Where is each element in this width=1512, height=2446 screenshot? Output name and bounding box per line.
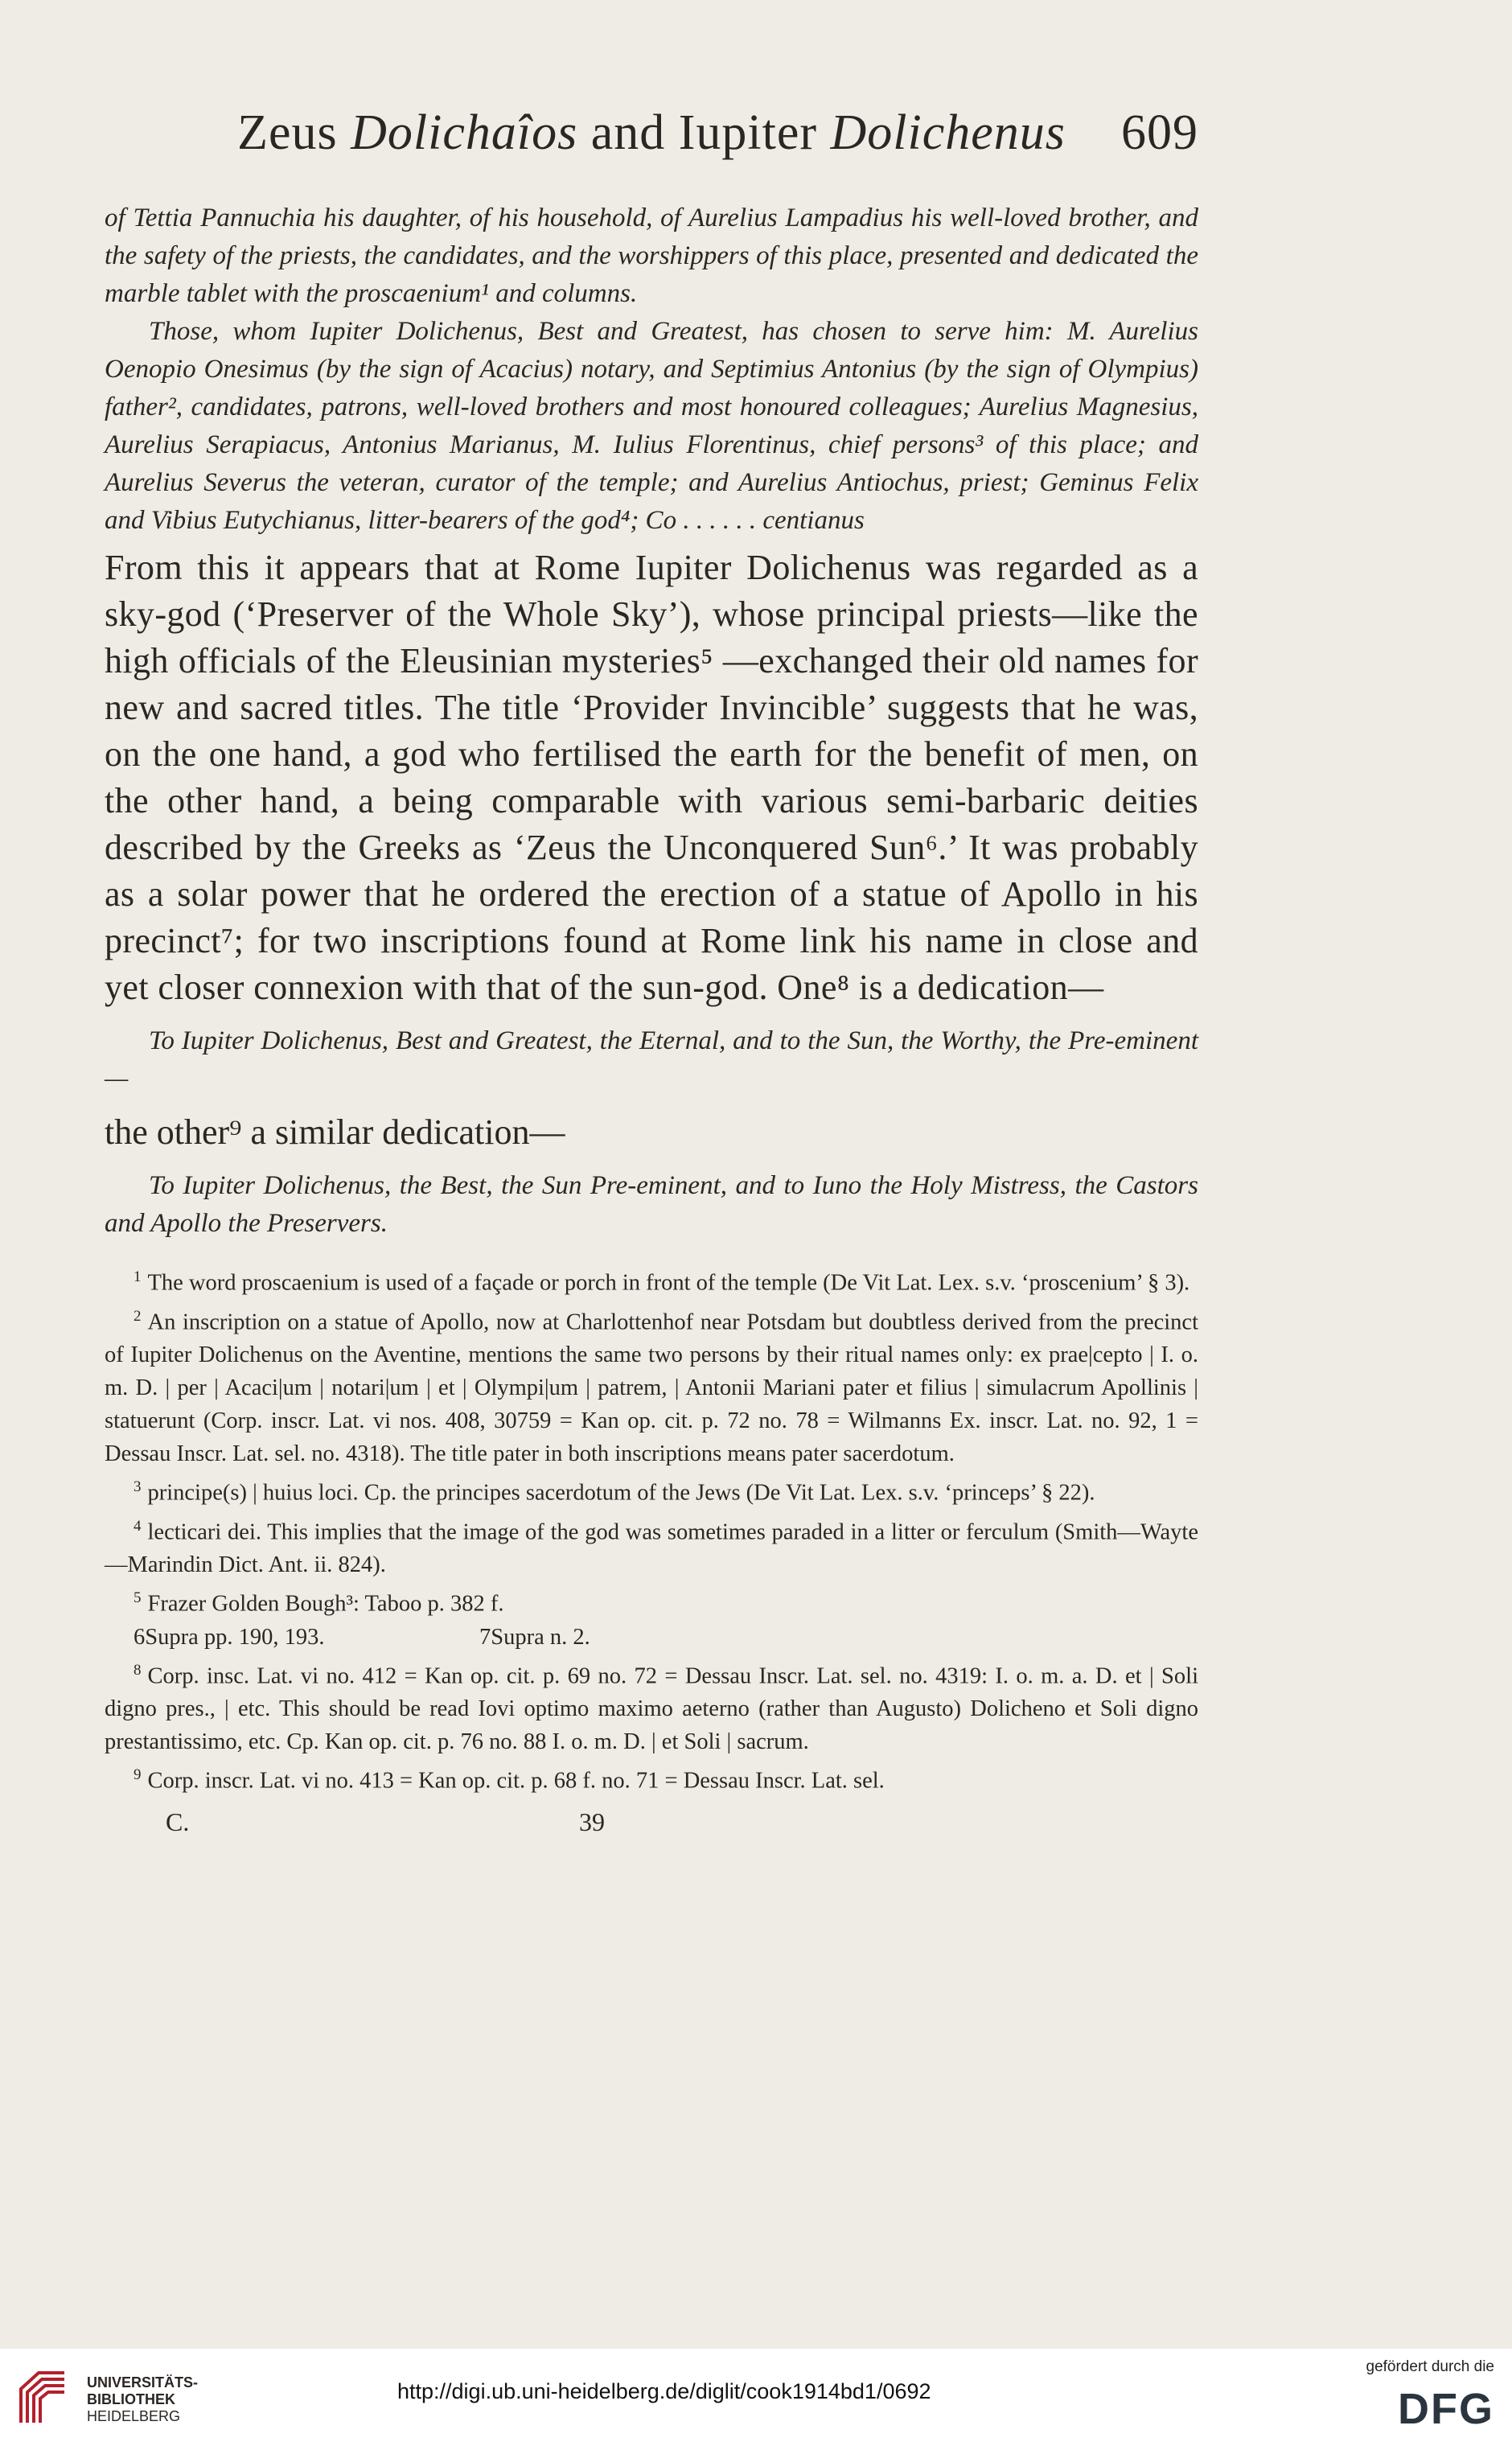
dedication-quote-1: To Iupiter Dolichenus, Best and Greatest, the Eternal, and to the Sun, the Worthy, the Pre-eminent—: [105, 1026, 1198, 1093]
signature-mark: C.: [166, 1807, 190, 1836]
inscription-translation: [105, 199, 1198, 540]
footnote-8: $^8$ Corp. insc. Lat. vi no. 412 = Kan op. cit. p. 69 no. 72 = Dessau Inscr. Lat. sel. no. 4319: I. o. m. a. D. et | Soli digno pres., | etc. This should be read Iovi optimo maximo aeterno (rather than Augusto) Dolicheno et Soli digno prestantissimo, etc. Cp. Kan op. cit. p. 76 no. 88 I. o. m. D. | et Soli | sacrum.: [105, 1661, 1198, 1754]
footnote-2: $^2$ An inscription on a statue of Apollo, now at Charlottenhof near Potsdam but doubtless derived from the precinct of Iupiter Dolichenus on the Aventine, mentions the same two persons by their ritual names only: ex prae|cepto | I. o. m. D. | per | Acaci|um | notari|um | et | Olympi|um | patrem, | Antonii Mariani pater et filius | simulacrum Apollinis | statuerunt (Corp. inscr. Lat. vi nos. 408, 30759 = Kan op. cit. p. 72 no. 78 = Wilmanns Ex. inscr. Lat. no. 92, 1 = Dessau Inscr. Lat. sel. no. 4318). The title pater in both inscriptions means pater sacerdotum.: [105, 1307, 1198, 1466]
footnote-9: $^9$ Corp. inscr. Lat. vi no. 413 = Kan op. cit. p. 68 f. no. 71 = Dessau Inscr. Lat. sel.: [134, 1766, 885, 1794]
footnote-7: 7Supra n. 2.: [479, 1624, 590, 1650]
inscription-paragraph-1: of Tettia Pannuchia his daughter, of his household, of Aurelius Lampadius his well-loved brother, and the safety of the priests, the candidates, and the worshippers of this place, presented and dedicated the marble tablet with the proscaenium¹ and columns.: [105, 203, 1198, 308]
signature-number: 39: [579, 1807, 605, 1836]
funded-by-label: gefördert durch die: [1366, 2358, 1494, 2375]
page-content: [105, 105, 1198, 1848]
footnote-3: $^3$ principe(s) | huius loci. Cp. the principes sacerdotum of the Jews (De Vit Lat. Lex. s.v. ‘princeps’ § 22).: [134, 1478, 1095, 1506]
footnote-5: $^5$ Frazer Golden Bough³: Taboo p. 382 f.: [134, 1589, 504, 1617]
page-number: 609: [1121, 105, 1198, 160]
page-title: Zeus Dolichaîos and Iupiter Dolichenus: [237, 105, 1066, 160]
footnote-1: $^1$ The word proscaenium is used of a façade or porch in front of the temple (De Vit Lat. Lex. s.v. ‘proscenium’ § 3).: [134, 1268, 1190, 1296]
footnotes-6-7: [105, 1621, 1198, 1654]
running-head: [105, 105, 1198, 185]
viewer-footer: [0, 2349, 1512, 2446]
library-name: UNIVERSITÄTS- BIBLIOTHEK HEIDELBERG: [87, 2374, 199, 2424]
permalink-url[interactable]: http://digi.ub.uni-heidelberg.de/diglit/cook1914bd1/0692: [397, 2379, 931, 2403]
inscription-paragraph-2: Those, whom Iupiter Dolichenus, Best and Greatest, has chosen to serve him: M. Aurelius Oenopio Onesimus (by the sign of Acacius) notary, and Septimius Antonius (by the sign of Olympius) father², candidates, patrons, well-loved brothers and most honoured colleagues; Aurelius Magnesius, Aurelius Serapiacus, Antonius Marianus, M. Iulius Florentinus, chief persons³ of this place; and Aurelius Severus the veteran, curator of the temple; and Aurelius Antiochus, priest; Geminus Felix and Vibius Eutychianus, litter-bearers of the god⁴; Co . . . . . . centianus: [105, 317, 1198, 535]
signature-line: [105, 1807, 1198, 1848]
body-line-the-other: the other⁹ a similar dedication—: [105, 1112, 565, 1152]
footnote-4: $^4$ lecticari dei. This implies that the image of the god was sometimes paraded in a litter or ferculum (Smith—Wayte—Marindin Dict. Ant. ii. 824).: [105, 1517, 1198, 1577]
library-logo-icon: [14, 2365, 71, 2429]
dfg-logo: DFG: [1398, 2385, 1494, 2433]
footnote-6: 6Supra pp. 190, 193.: [134, 1624, 325, 1650]
footnotes: [105, 1260, 1198, 1798]
dedication-quote-2: To Iupiter Dolichenus, the Best, the Sun Pre-eminent, and to Iuno the Holy Mistress, the Castors and Apollo the Preservers.: [105, 1171, 1198, 1238]
body-paragraph: From this it appears that at Rome Iupiter Dolichenus was regarded as a sky-god (‘Preserver of the Whole Sky’), whose principal priests—like the high officials of the Eleusinian mysteries⁵ —exchanged their old names for new and sacred titles. The title ‘Provider Invincible’ suggests that he was, on the one hand, a god who fertilised the earth for the benefit of men, on the other hand, a being comparable with various semi-barbaric deities described by the Greeks as ‘Zeus the Unconquered Sun⁶.’ It was probably as a solar power that he ordered the erection of a statue of Apollo in his precinct⁷; for two inscriptions found at Rome link his name in close and yet closer connexion with that of the sun-god. One⁸ is a dedication—: [105, 548, 1198, 1007]
